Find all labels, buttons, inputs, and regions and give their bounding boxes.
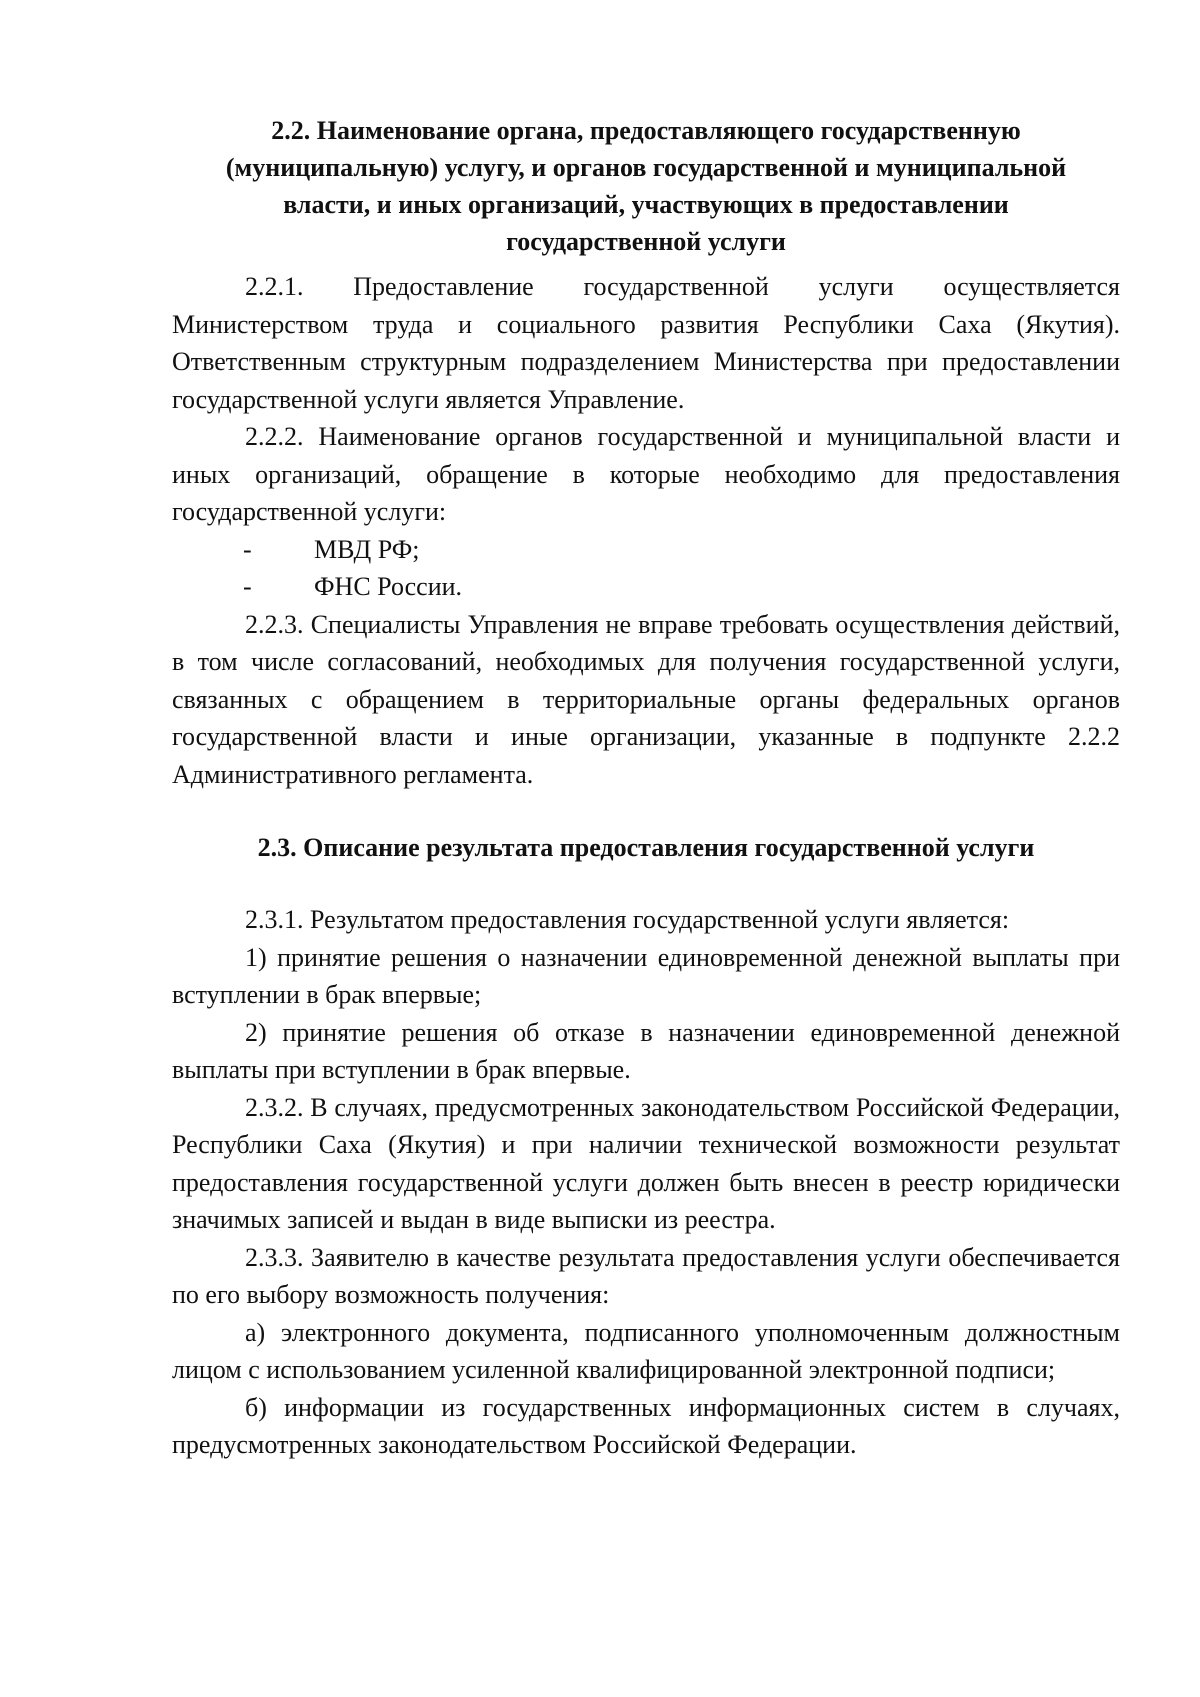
- result-item-b: б) информации из государственных информационных систем в случаях, предусмотренных законодательством Российской Федерации.: [172, 1392, 1120, 1459]
- paragraph-2-2-1: 2.2.1. Предоставление государственной услуги осуществляется Министерством труда и социального развития Республики Саха (Якутия). Ответственным структурным подразделением Министерства при предоставлении государственной услуги является Управление.: [172, 272, 1120, 414]
- section-2-2-heading: 2.2. Наименование органа, предоставляющего государственную (муниципальную) услугу, и органов государственной и муниципальной власти, и иных организаций, участвующих в предоставлении государственной услуги: [225, 116, 1067, 256]
- paragraph-2-2-2: 2.2.2. Наименование органов государственной и муниципальной власти и иных организаций, обращение в которые необходимо для предоставления государственной услуги:: [172, 422, 1120, 526]
- list-item: [172, 568, 1120, 606]
- result-item-2: 2) принятие решения об отказе в назначении единовременной денежной выплаты при вступлении в брак впервые.: [172, 1017, 1120, 1084]
- list-item-text: ФНС России.: [314, 572, 463, 601]
- result-item-a: а) электронного документа, подписанного уполномоченным должностным лицом с использованием усиленной квалифицированной электронной подписи;: [172, 1317, 1120, 1384]
- document-page: [172, 112, 1120, 1464]
- paragraph-2-3-2: 2.3.2. В случаях, предусмотренных законодательством Российской Федерации, Республики Саха (Якутия) и при наличии технической возможности результат предоставления государственной услуги должен быть внесен в реестр юридически значимых записей и выдан в виде выписки из реестра.: [172, 1092, 1120, 1234]
- paragraph-2-2-3: 2.2.3. Специалисты Управления не вправе требовать осуществления действий, в том числе согласований, необходимых для получения государственной услуги, связанных с обращением в территориальные органы федеральных органов государственной власти и иные организации, указанные в подпункте 2.2.2 Административного регламента.: [172, 609, 1120, 789]
- list-item-text: МВД РФ;: [314, 534, 420, 564]
- list-item: [172, 531, 1120, 569]
- result-item-1: 1) принятие решения о назначении единовременной денежной выплаты при вступлении в брак впервые;: [172, 942, 1120, 1009]
- section-2-3-heading: 2.3. Описание результата предоставления государственной услуги: [257, 833, 1035, 862]
- bullet-dash: -: [243, 534, 252, 564]
- paragraph-2-3-1: 2.3.1. Результатом предоставления государственной услуги является:: [245, 905, 1010, 934]
- paragraph-2-3-3: 2.3.3. Заявителю в качестве результата предоставления услуги обеспечивается по его выбору возможность получения:: [172, 1242, 1120, 1309]
- bullet-dash: -: [243, 572, 252, 601]
